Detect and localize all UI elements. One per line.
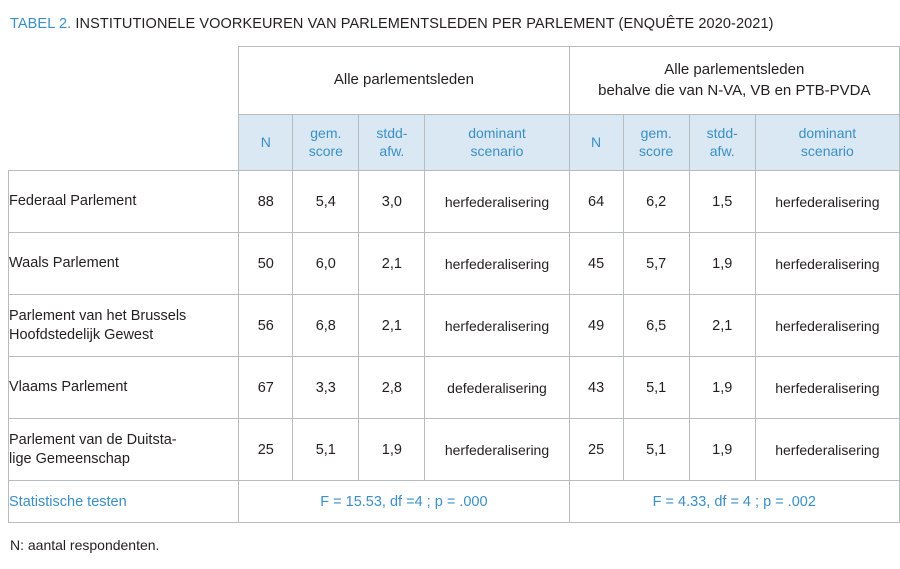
corner-cell-2 [9,115,239,171]
cell-sd-2: 1,9 [689,233,755,295]
cell-dominant-2: herfederalisering [755,233,899,295]
subheader-n-2: N [569,115,623,171]
cell-sd-2: 1,9 [689,419,755,481]
table-row [9,357,900,419]
subheader-sd-1-line2: afw. [379,142,405,159]
cell-n-2: 49 [569,295,623,357]
row-label [9,233,239,295]
table-group-header-row [9,47,900,115]
subheader-mean-2 [623,115,689,171]
row-label-line1: Federaal Parlement [9,193,137,210]
subheader-mean-1-line2: score [308,142,343,159]
subheader-dominant-2-line2: scenario [800,142,854,159]
subheader-mean-2-line2: score [639,142,674,159]
cell-sd-1: 2,8 [359,357,425,419]
row-label-line2: Hoofdstedelijk Gewest [9,326,154,343]
stats-value-group1: F = 15.53, df =4 ; p = .000 [239,481,569,523]
subheader-sd-1-line1: stdd- [376,125,408,141]
table-row [9,171,900,233]
row-label [9,295,239,357]
stats-value-group2: F = 4.33, df = 4 ; p = .002 [569,481,899,523]
group-header-excluding-line1: Alle parlementsleden [664,61,805,79]
subheader-sd-2 [689,115,755,171]
cell-dominant-2: herfederalisering [755,357,899,419]
cell-dominant-2: herfederalisering [755,171,899,233]
row-label-line1: Parlement van het Brussels [9,307,187,324]
table-caption [4,12,896,46]
subheader-dominant-2 [755,115,899,171]
cell-mean-2: 5,1 [623,357,689,419]
row-label [9,171,239,233]
caption-text: INSTITUTIONELE VOORKEUREN VAN PARLEMENTSLEDEN PER PARLEMENT (ENQUÊTE 2020-2021) [75,16,774,32]
caption-label: TABEL 2. [10,16,72,32]
cell-mean-2: 6,2 [623,171,689,233]
cell-dominant-1: defederalisering [425,357,569,419]
cell-dominant-2: herfederalisering [755,419,899,481]
row-label [9,357,239,419]
subheader-sd-1 [359,115,425,171]
cell-sd-2: 2,1 [689,295,755,357]
subheader-mean-1-line1: gem. [310,125,342,141]
cell-mean-2: 5,7 [623,233,689,295]
subheader-n-1: N [239,115,293,171]
cell-dominant-1: herfederalisering [425,419,569,481]
row-label-line2: lige Gemeenschap [9,450,130,467]
cell-n-1: 56 [239,295,293,357]
table-footnote: N: aantal respondenten. [10,537,160,553]
subheader-mean-1 [293,115,359,171]
cell-sd-1: 2,1 [359,295,425,357]
cell-n-1: 67 [239,357,293,419]
cell-n-1: 25 [239,419,293,481]
stats-label: Statistische testen [9,481,239,523]
cell-mean-2: 5,1 [623,419,689,481]
group-header-excluding-parties [569,47,899,115]
subheader-dominant-1-line2: scenario [470,142,524,159]
cell-sd-1: 2,1 [359,233,425,295]
cell-n-2: 43 [569,357,623,419]
cell-mean-1: 5,4 [293,171,359,233]
subheader-mean-2-line1: gem. [640,125,672,141]
cell-sd-1: 1,9 [359,419,425,481]
table-row [9,233,900,295]
row-label-line1: Parlement van de Duitsta- [9,431,177,448]
group-header-excluding-line2: behalve die van N-VA, VB en PTB-PVDA [598,81,871,99]
table-stats-row [9,481,900,523]
cell-dominant-2: herfederalisering [755,295,899,357]
subheader-dominant-2-line1: dominant [798,125,857,141]
subheader-sd-2-line2: afw. [709,142,735,159]
cell-dominant-1: herfederalisering [425,233,569,295]
subheader-dominant-1 [425,115,569,171]
group-header-all-members: Alle parlementsleden [239,47,569,115]
row-label-line1: Waals Parlement [9,255,119,272]
subheader-sd-2-line1: stdd- [706,125,738,141]
cell-mean-1: 3,3 [293,357,359,419]
results-table [8,46,900,523]
table-row [9,419,900,481]
cell-dominant-1: herfederalisering [425,295,569,357]
cell-n-2: 64 [569,171,623,233]
cell-mean-1: 6,0 [293,233,359,295]
cell-n-2: 45 [569,233,623,295]
cell-dominant-1: herfederalisering [425,171,569,233]
row-label-line1: Vlaams Parlement [9,379,128,396]
cell-mean-1: 5,1 [293,419,359,481]
cell-n-2: 25 [569,419,623,481]
cell-sd-2: 1,5 [689,171,755,233]
cell-sd-1: 3,0 [359,171,425,233]
cell-mean-2: 6,5 [623,295,689,357]
table-row [9,295,900,357]
corner-cell [9,47,239,115]
subheader-dominant-1-line1: dominant [468,125,526,141]
cell-mean-1: 6,8 [293,295,359,357]
row-label [9,419,239,481]
cell-n-1: 88 [239,171,293,233]
cell-n-1: 50 [239,233,293,295]
table-subheader-row [9,115,900,171]
cell-sd-2: 1,9 [689,357,755,419]
